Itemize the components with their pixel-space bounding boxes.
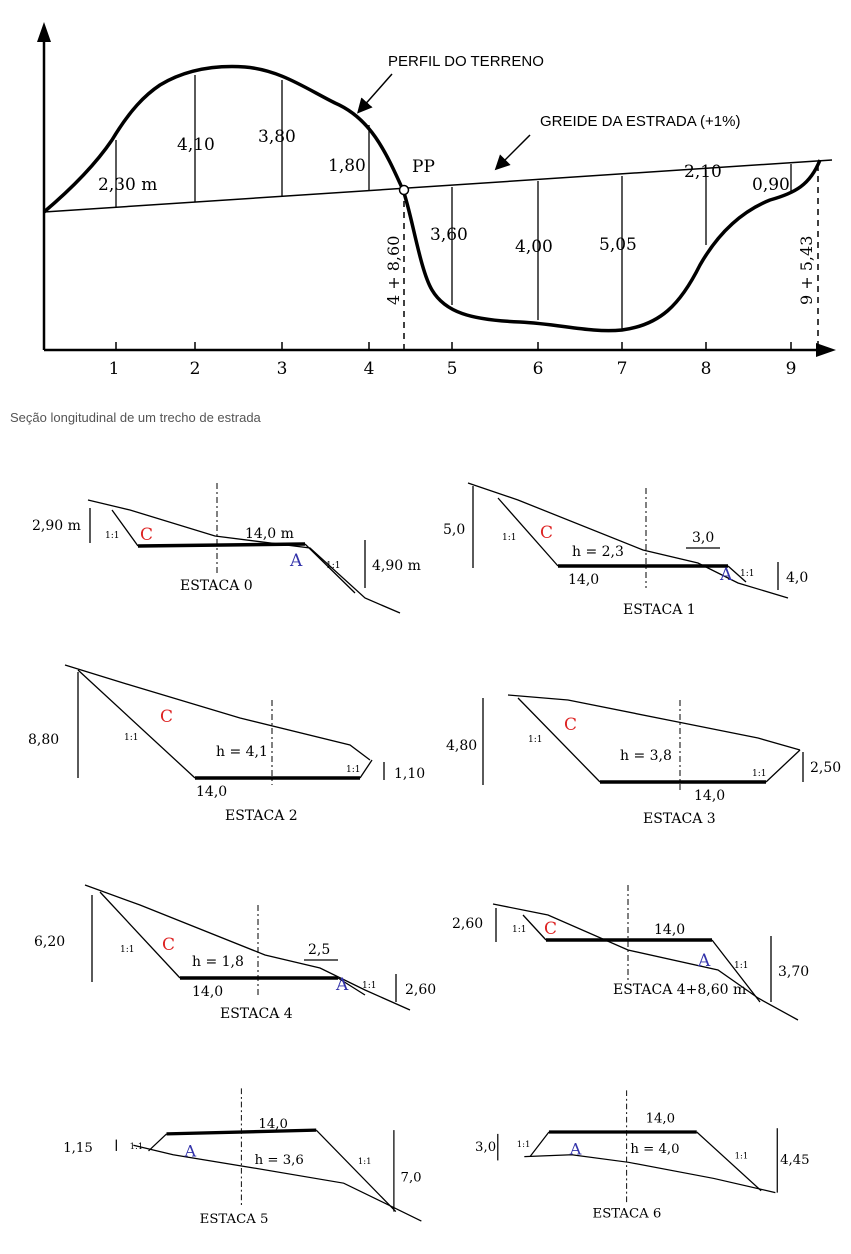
terrain-pointer-arrow: [362, 74, 392, 108]
y-axis-arrow-icon: [37, 22, 51, 42]
grade-pointer-arrow: [500, 135, 530, 165]
cut-label: C: [162, 935, 176, 955]
h-label: h = 3,8: [620, 748, 672, 764]
fill-label: A: [720, 565, 733, 585]
dim-left-label: 5,0: [443, 522, 466, 538]
cut-label: C: [544, 919, 558, 939]
slope-right-label: 1:1: [362, 981, 377, 991]
section-title: ESTACA 4+8,60 m: [613, 982, 747, 998]
cut-slope: [78, 670, 195, 778]
pp-station-label: 4 + 8,60: [384, 235, 403, 305]
slope-left-label: 1:1: [129, 1142, 144, 1153]
fill-label: A: [698, 951, 711, 971]
offset-label: 3,0: [692, 530, 715, 546]
h-label: h = 1,8: [192, 954, 244, 970]
slope-left-label: 1:1: [105, 531, 120, 541]
fill-label: A: [336, 975, 349, 995]
fill-slope: [360, 760, 372, 778]
height-label: 4,00: [515, 237, 553, 257]
dim-right-label: 2,60: [405, 982, 437, 998]
height-label: 2,10: [684, 162, 722, 182]
h-label: h = 4,0: [630, 1141, 680, 1157]
section-estaca-5: [20, 1060, 440, 1240]
x-tick-label: 9: [785, 359, 797, 379]
dim-right-label: 1,10: [394, 766, 426, 782]
section-estaca-1: [428, 478, 848, 658]
pp-label: PP: [412, 157, 435, 177]
dim-left-label: 1,15: [63, 1140, 93, 1156]
height-labels: [98, 127, 790, 257]
slope-left-label: 1:1: [120, 945, 135, 955]
slope-right-label: 1:1: [326, 561, 341, 571]
dim-left-label: 6,20: [34, 934, 66, 950]
slope-left-label: 1:1: [516, 1140, 531, 1151]
width-label: 14,0: [196, 784, 228, 800]
slope-right-label: 1:1: [740, 569, 755, 579]
dim-left-label: 2,90 m: [32, 518, 81, 534]
dim-right-label: 2,50: [810, 760, 842, 776]
x-tick-labels: [109, 359, 797, 379]
width-label: 14,0: [192, 984, 224, 1000]
section-estaca-2: [20, 660, 440, 840]
height-label: 1,80: [328, 156, 366, 176]
terrain-label: PERFIL DO TERRENO: [388, 53, 544, 70]
fill-label: A: [569, 1139, 582, 1159]
dim-right-label: 4,90 m: [372, 558, 421, 574]
x-tick-label: 7: [616, 359, 628, 379]
slope-left-label: 1:1: [124, 733, 139, 743]
section-title: ESTACA 5: [199, 1211, 269, 1227]
fill-slope-left: [149, 1134, 167, 1151]
x-tick-label: 1: [108, 359, 120, 379]
slope-right-label: 1:1: [734, 1151, 749, 1162]
section-estaca-4: [20, 880, 440, 1060]
section-title: ESTACA 0: [180, 578, 253, 594]
width-label: 14,0: [694, 788, 726, 804]
figure-caption: Seção longitudinal de um trecho de estrada: [10, 410, 261, 425]
h-label: h = 4,1: [216, 744, 268, 760]
h-label: h = 2,3: [572, 544, 624, 560]
slope-left-label: 1:1: [502, 533, 517, 543]
section-title: ESTACA 3: [643, 811, 716, 827]
height-label: 2,30 m: [98, 175, 158, 195]
x-tick-label: 8: [700, 359, 712, 379]
pp-point: [400, 186, 409, 195]
width-label: 14,0: [654, 922, 686, 938]
cut-label: C: [540, 523, 554, 543]
section-estaca-0: [20, 478, 440, 658]
offset-label: 2,5: [308, 942, 331, 958]
longitudinal-profile: [0, 0, 851, 395]
width-label: 14,0 m: [245, 526, 294, 542]
dim-right-label: 4,0: [786, 570, 809, 586]
slope-right-label: 1:1: [357, 1157, 372, 1168]
section-title: ESTACA 1: [623, 602, 696, 618]
section-estaca-4-860: [428, 880, 848, 1060]
x-axis-arrow-icon: [816, 343, 836, 357]
width-label: 14,0: [258, 1117, 288, 1133]
height-label: 3,80: [258, 127, 296, 147]
x-tick-label: 5: [446, 359, 458, 379]
section-estaca-6: [428, 1060, 848, 1240]
slope-right-label: 1:1: [752, 769, 767, 779]
slope-left-label: 1:1: [528, 735, 543, 745]
dim-right-label: 3,70: [778, 964, 810, 980]
section-estaca-3: [428, 660, 848, 840]
roadway: [138, 544, 305, 546]
terrain-line: [88, 500, 400, 613]
fill-slope: [766, 750, 800, 782]
height-label: 5,05: [599, 235, 637, 255]
x-tick-label: 6: [532, 359, 544, 379]
slope-right-label: 1:1: [734, 961, 749, 971]
slope-left-label: 1:1: [512, 925, 527, 935]
h-label: h = 3,6: [254, 1153, 304, 1169]
terrain-line: [508, 695, 800, 750]
dim-right-label: 7,0: [400, 1170, 422, 1186]
fill-slope-right: [316, 1130, 396, 1211]
dim-left-label: 3,0: [475, 1139, 497, 1155]
x-tick-label: 2: [189, 359, 201, 379]
grade-label: GREIDE DA ESTRADA (+1%): [540, 113, 741, 130]
dim-right-label: 4,45: [780, 1153, 810, 1169]
end-station-label: 9 + 5,43: [797, 235, 816, 305]
height-label: 4,10: [177, 135, 215, 155]
terrain-line: [493, 904, 798, 1020]
slope-right-label: 1:1: [346, 765, 361, 775]
height-label: 3,60: [430, 225, 468, 245]
fill-slope-left: [530, 1132, 549, 1157]
section-title: ESTACA 4: [220, 1006, 293, 1022]
x-tick-label: 4: [363, 359, 375, 379]
dim-left-label: 2,60: [452, 916, 484, 932]
section-title: ESTACA 6: [592, 1206, 662, 1222]
width-label: 14,0: [645, 1111, 676, 1127]
fill-label: A: [184, 1141, 197, 1161]
cut-label: C: [140, 525, 154, 545]
width-label: 14,0: [568, 572, 600, 588]
section-title: ESTACA 2: [225, 808, 298, 824]
terrain-profile-curve: [44, 67, 820, 331]
height-label: 0,90: [752, 175, 790, 195]
x-tick-label: 3: [276, 359, 288, 379]
fill-label: A: [290, 551, 303, 571]
dim-left-label: 8,80: [28, 732, 60, 748]
dim-left-label: 4,80: [446, 738, 478, 754]
cut-label: C: [160, 707, 174, 727]
cut-label: C: [564, 715, 578, 735]
